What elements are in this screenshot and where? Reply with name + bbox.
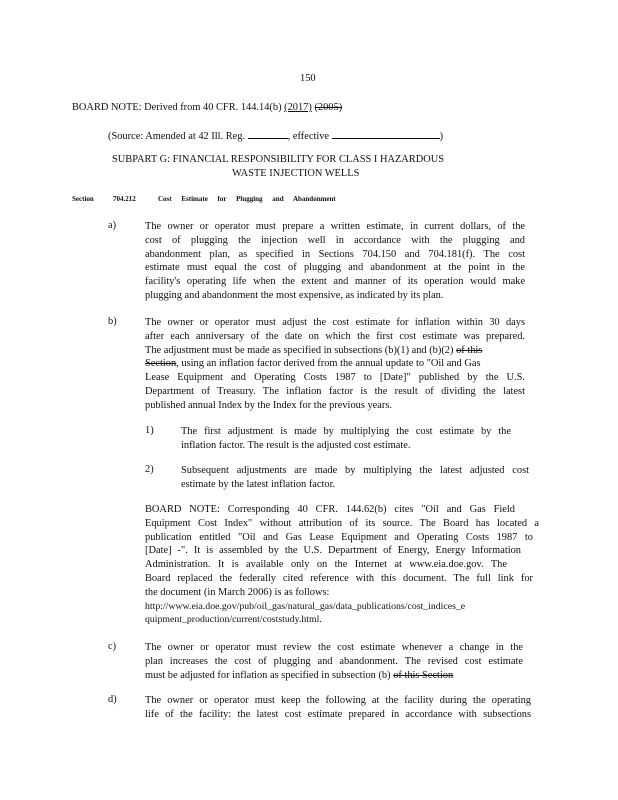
text-line: Board replaced the federally cited reference with this document. The full link for bbox=[145, 572, 533, 584]
text-span: , using an inflation factor derived from the annual update to "Oil and Gas bbox=[176, 358, 481, 370]
text-line: BOARD NOTE: Corresponding 40 CFR. 144.62(b) cites "Oil and Gas Field bbox=[145, 504, 515, 515]
text-line: The owner or operator must keep the following at the facility during the operating bbox=[145, 695, 531, 706]
item-d-label: d) bbox=[108, 694, 117, 705]
subpart-heading-line2: WASTE INJECTION WELLS bbox=[232, 168, 360, 179]
source-close: ) bbox=[439, 131, 444, 142]
text-line: The owner or operator must review the cost estimate whenever a change in the bbox=[145, 642, 523, 653]
url-line: http://www.eia.doe.gov/pub/oil_gas/natural_gas/data_publications/cost_indices_e bbox=[145, 600, 466, 612]
item-a-text bbox=[145, 220, 525, 303]
text-line: estimate must equal the cost of plugging and abandonment at the point in the bbox=[145, 262, 525, 274]
text-line bbox=[145, 669, 523, 683]
section-label: Section bbox=[72, 195, 94, 203]
section-number: 704.212 bbox=[113, 195, 136, 203]
text-line: plan increases the cost of plugging and abandonment. The revised cost estimate bbox=[145, 655, 523, 667]
text-line: facility's operating life when the extent and manner of its operation would make bbox=[145, 276, 525, 288]
url-line: quipment_production/current/coststudy.html. bbox=[145, 614, 322, 626]
text-line: the document (in March 2006) is as follows: bbox=[145, 586, 330, 598]
item-b2-label: 2) bbox=[145, 464, 154, 475]
page-number: 150 bbox=[300, 73, 316, 84]
text-line: plugging and abandonment the most expensive, as indicated by its plan. bbox=[145, 289, 444, 301]
item-a-label: a) bbox=[108, 220, 117, 231]
subpart-heading-line1: SUBPART G: FINANCIAL RESPONSIBILITY FOR CLASS I HAZARDOUS bbox=[112, 154, 445, 165]
item-b1-label: 1) bbox=[145, 425, 154, 436]
item-b-text bbox=[145, 316, 525, 413]
text-line: after each anniversary of the date on which the first cost estimate was prepared. bbox=[145, 330, 525, 342]
text-line: Department of Treasury. The inflation factor is the result of dividing the latest bbox=[145, 385, 525, 397]
board-note-struck-year: (2005) bbox=[314, 102, 343, 113]
text-line: Equipment Cost Index" without attribution of its source. The Board has located a bbox=[145, 517, 539, 529]
board-note-underlined-year: (2017) bbox=[284, 102, 312, 113]
text-span: must be adjusted for inflation as specified in subsection (b) bbox=[145, 669, 391, 681]
source-effective: , effective bbox=[287, 131, 330, 142]
text-line: life of the facility: the latest cost estimate prepared in accordance with subsections bbox=[145, 708, 531, 720]
text-line: The first adjustment is made by multiplying the cost estimate by the bbox=[181, 426, 511, 437]
board-note-derived-text: BOARD NOTE: Derived from 40 CFR. 144.14(b) bbox=[72, 102, 282, 113]
text-line: abandonment plan, as specified in Sections 704.150 and 704.181(f). The cost bbox=[145, 248, 525, 260]
text-line: Administration. It is available only on the Internet at www.eia.doe.gov. The bbox=[145, 559, 507, 571]
struck-text: Section bbox=[145, 358, 177, 370]
struck-text: of this Section bbox=[393, 669, 454, 681]
board-note-cost-index bbox=[145, 503, 539, 627]
text-line: published annual Index by the Index for the previous years. bbox=[145, 399, 392, 411]
source-prefix: (Source: Amended at 42 Ill. Reg. bbox=[108, 131, 246, 142]
text-line bbox=[145, 357, 525, 371]
item-b-label: b) bbox=[108, 316, 117, 327]
register-blank bbox=[248, 128, 288, 139]
section-title: Cost Estimate for Plugging and Abandonment bbox=[158, 195, 336, 203]
text-line: inflation factor. The result is the adjusted cost estimate. bbox=[181, 439, 411, 451]
item-d-text bbox=[145, 694, 531, 722]
text-line: [Date] -". It is assembled by the U.S. Department of Energy, Energy Information bbox=[145, 545, 521, 557]
item-c-label: c) bbox=[108, 641, 117, 652]
item-c-text bbox=[145, 641, 523, 682]
text-span: The adjustment must be made as specified in subsections (b)(1) and (b)(2) bbox=[145, 344, 454, 356]
struck-text: of this bbox=[456, 344, 483, 356]
board-note-derived bbox=[72, 101, 342, 115]
text-line: The owner or operator must prepare a written estimate, in current dollars, of the bbox=[145, 221, 525, 232]
source-line bbox=[108, 128, 443, 144]
text-line: estimate by the latest inflation factor. bbox=[181, 478, 336, 490]
text-line bbox=[145, 344, 525, 358]
text-line: Lease Equipment and Operating Costs 1987 to [Date]" published by the U.S. bbox=[145, 372, 525, 384]
item-b2-text bbox=[181, 464, 529, 492]
text-line: publication entitled "Oil and Gas Lease Equipment and Operating Costs 1987 to bbox=[145, 531, 533, 543]
effective-date-blank bbox=[332, 128, 440, 139]
item-b1-text bbox=[181, 425, 511, 453]
text-line: The owner or operator must adjust the cost estimate for inflation within 30 days bbox=[145, 317, 525, 328]
text-line: cost of plugging the injection well in accordance with the plugging and bbox=[145, 234, 525, 246]
text-line: Subsequent adjustments are made by multiplying the latest adjusted cost bbox=[181, 465, 529, 476]
